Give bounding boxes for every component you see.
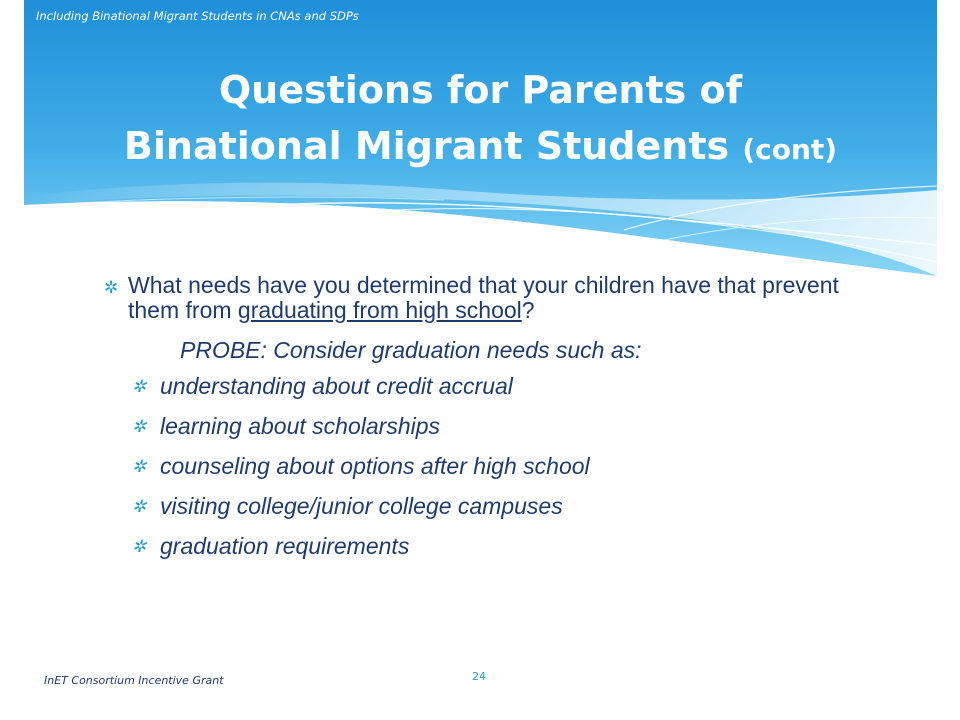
title-line-1: Questions for Parents of [218, 68, 743, 112]
title-line-2 [24, 118, 937, 178]
star-bullet-icon: ✲ [132, 377, 147, 396]
list-item [132, 533, 844, 559]
list-item-text: learning about scholarships [160, 413, 441, 439]
title-suffix: (cont) [742, 133, 838, 166]
list-item-text: visiting college/junior college campuses [160, 493, 563, 519]
list-item-text: understanding about credit accrual [160, 373, 513, 399]
star-bullet-icon: ✲ [132, 497, 147, 516]
star-bullet-icon: ✲ [132, 417, 147, 436]
star-bullet-icon: ✲ [104, 278, 119, 297]
footer-text: InET Consortium Incentive Grant [44, 674, 224, 687]
header-caption: Including Binational Migrant Students in CNAs and SDPs [36, 9, 359, 23]
list-item [132, 453, 844, 479]
list-item [132, 493, 844, 519]
question-part-1: What needs have you determined that your children have that prevent them from [128, 272, 839, 323]
question-part-2: ? [521, 297, 535, 323]
star-bullet-icon: ✲ [132, 457, 147, 476]
question-text [128, 273, 844, 323]
needs-list [132, 373, 844, 559]
slide-title [24, 62, 937, 178]
probe-text: PROBE: Consider graduation needs such as: [180, 337, 642, 363]
list-item [132, 413, 844, 439]
list-item-text: counseling about options after high school [160, 453, 590, 479]
question-link[interactable]: graduating from high school [237, 297, 522, 323]
list-item [132, 373, 844, 399]
question-item [104, 273, 844, 323]
star-bullet-icon: ✲ [132, 537, 147, 556]
title-line-2-text: Binational Migrant Students [123, 124, 730, 168]
list-item-text: graduation requirements [160, 533, 410, 559]
slide-body [104, 273, 844, 573]
page-number: 24 [472, 670, 486, 683]
